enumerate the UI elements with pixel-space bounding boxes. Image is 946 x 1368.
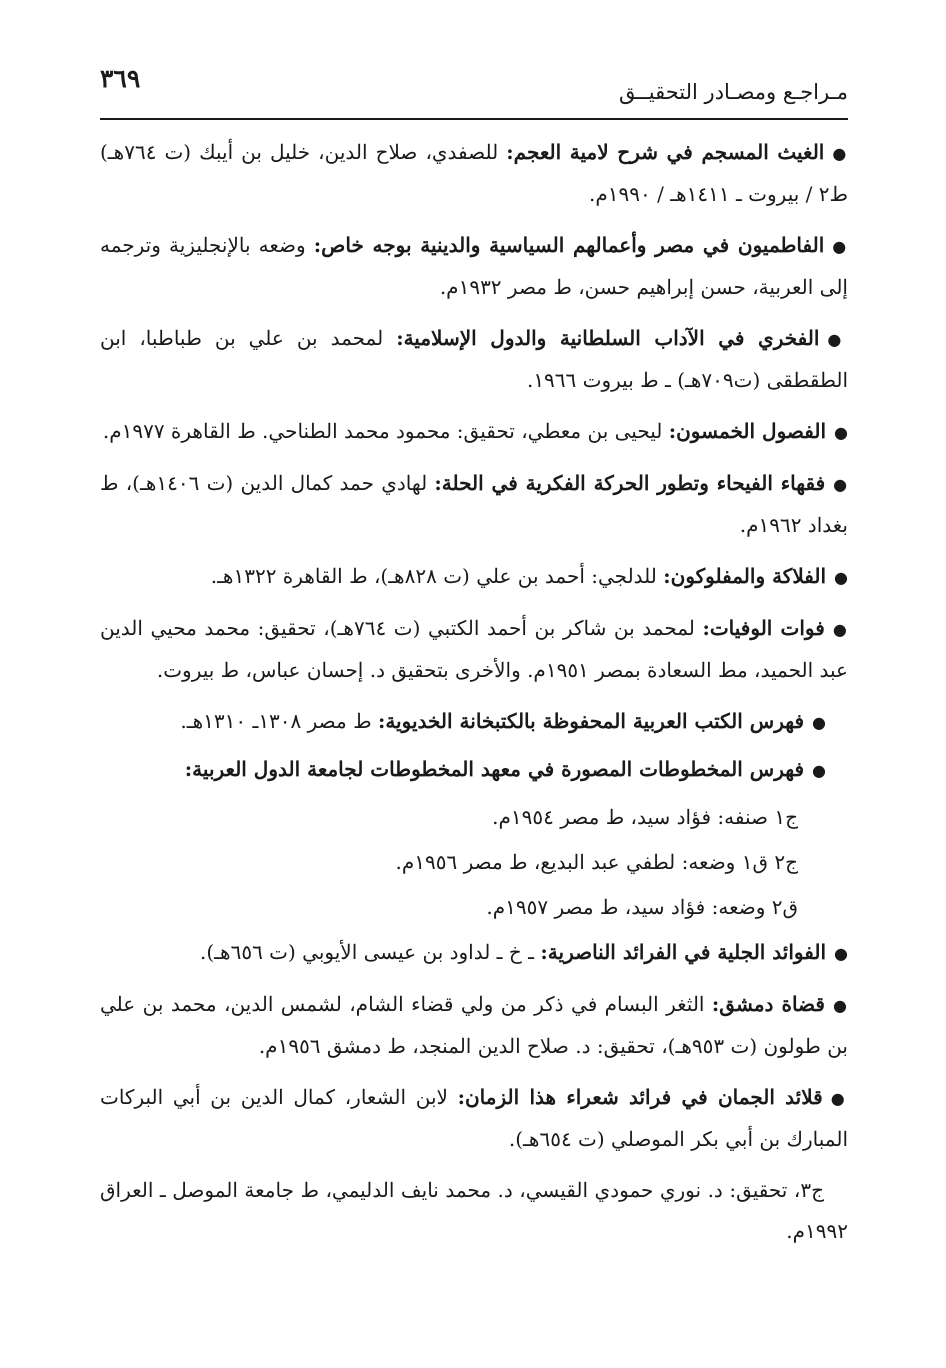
catalog-volume-entry: ق٢ وضعه: فؤاد سيد، ط مصر ١٩٥٧م.	[486, 895, 798, 919]
page-header	[100, 58, 848, 116]
bullet-icon: ●	[812, 761, 826, 780]
entry-text: ليحيى بن معطي، تحقيق: محمود محمد الطناحي. ط القاهرة ١٩٧٧م.	[102, 419, 669, 443]
bibliography-entry	[100, 463, 848, 546]
entry-text: للدلجي: أحمد بن علي (ت ٨٢٨هـ)، ط القاهرة ١٣٢٢هـ.	[210, 564, 664, 588]
entry-text: لابن الشعار، كمال الدين بن أبي البركات المبارك بن أبي بكر الموصلي (ت ٦٥٤هـ).	[100, 1085, 848, 1151]
entry-text: للصفدي، صلاح الدين، خليل بن أيبك (ت ٧٦٤هـ) ط٢ / بيروت ـ ١٤١١هـ / ١٩٩٠م.	[100, 140, 848, 206]
entry-title: الفخري في الآداب السلطانية والدول الإسلامية:	[396, 326, 820, 350]
entry-text: ط مصر ١٣٠٨ـ ١٣١٠هـ.	[180, 709, 378, 733]
entry-text: ـ خ ـ لداود بن عيسى الأيوبي (ت ٦٥٦هـ).	[200, 940, 541, 964]
catalog-volume-entry: ج١ صنفه: فؤاد سيد، ط مصر ١٩٥٤م.	[492, 805, 798, 829]
entry-title: الفصول الخمسون:	[668, 419, 827, 443]
entry-text: لمحمد بن شاكر بن أحمد الكتبي (ت ٧٦٤هـ)، تحقيق: محمد محيي الدين عبد الحميد، مط السعادة بمصر ١٩٥١م. والأخرى بتحقيق د. إحسان عباس، ط بيروت.	[100, 616, 848, 682]
bibliography-entry	[100, 225, 848, 308]
bibliography-entry	[100, 318, 848, 401]
entry-text: الثغر البسام في ذكر من ولي قضاء الشام، لشمس الدين، محمد بن علي بن طولون (ت ٩٥٣هـ)، تحقيق: د. صلاح الدين المنجد، ط دمشق ١٩٥٦م.	[100, 992, 848, 1058]
entry-title: فقهاء الفيحاء وتطور الحركة الفكرية في الحلة:	[434, 471, 826, 495]
entry-continuation: ج٣، تحقيق: د. نوري حمودي القيسي، د. محمد نايف الدليمي، ط جامعة الموصل ـ العراق ١٩٩٢م.	[100, 1178, 848, 1243]
entry-title: الفوائد الجلية في الفرائد الناصرية:	[540, 940, 827, 964]
entry-title: فوات الوفيات:	[702, 616, 825, 640]
bullet-icon: ●	[833, 475, 848, 494]
bibliography-entry	[100, 984, 848, 1067]
running-title: مـراجـع ومصـادر التحقيــق	[618, 80, 848, 104]
entry-title: قلائد الجمان في فرائد شعراء هذا الزمان:	[457, 1085, 823, 1109]
bullet-icon: ●	[832, 996, 849, 1015]
bullet-icon: ●	[827, 330, 849, 349]
header-rule	[100, 118, 848, 120]
bibliography-entry	[100, 701, 848, 743]
bibliography-entry	[100, 132, 848, 215]
bullet-icon: ●	[834, 423, 848, 442]
page-number: ٣٦٩	[100, 64, 141, 93]
bullet-icon: ●	[832, 144, 848, 163]
bibliography-entry	[100, 608, 848, 691]
entry-title: فهرس الكتب العربية المحفوظة بالكتبخانة الخديوية:	[377, 709, 805, 733]
bullet-icon: ●	[834, 568, 848, 587]
entry-title: الفلاكة والمفلوكون:	[663, 564, 827, 588]
bullet-icon: ●	[834, 944, 848, 963]
bibliography-entry	[100, 932, 848, 974]
entry-text: لهادي حمد كمال الدين (ت ١٤٠٦هـ)، ط بغداد ١٩٦٢م.	[100, 471, 848, 537]
entry-title: الغيث المسجم في شرح لامية العجم:	[506, 140, 825, 164]
bullet-icon: ●	[830, 1089, 848, 1108]
bibliography-entry	[100, 749, 848, 791]
bibliography-list	[100, 132, 848, 1262]
entry-text: لمحمد بن علي بن طباطبا، ابن الطقطقى (ت٧٠٩هـ) ـ ط بيروت ١٩٦٦.	[100, 326, 848, 392]
catalog-volume-entry: ج٢ ق١ وضعه: لطفي عبد البديع، ط مصر ١٩٥٦م.	[395, 850, 798, 874]
entry-title: الفاطميون في مصر وأعمالهم السياسية والدينية بوجه خاص:	[313, 233, 825, 257]
bullet-icon: ●	[812, 713, 826, 732]
bibliography-entry	[100, 1077, 848, 1160]
bibliography-entry	[100, 556, 848, 598]
entry-title: فهرس المخطوطات المصورة في معهد المخطوطات لجامعة الدول العربية:	[184, 757, 805, 781]
entry-text: وضعه بالإنجليزية وترجمه إلى العربية، حسن إبراهيم حسن، ط مصر ١٩٣٢م.	[100, 233, 848, 299]
bullet-icon: ●	[832, 620, 848, 639]
bibliography-entry	[100, 411, 848, 453]
entry-title: قضاة دمشق:	[711, 992, 825, 1016]
bullet-icon: ●	[832, 237, 848, 256]
